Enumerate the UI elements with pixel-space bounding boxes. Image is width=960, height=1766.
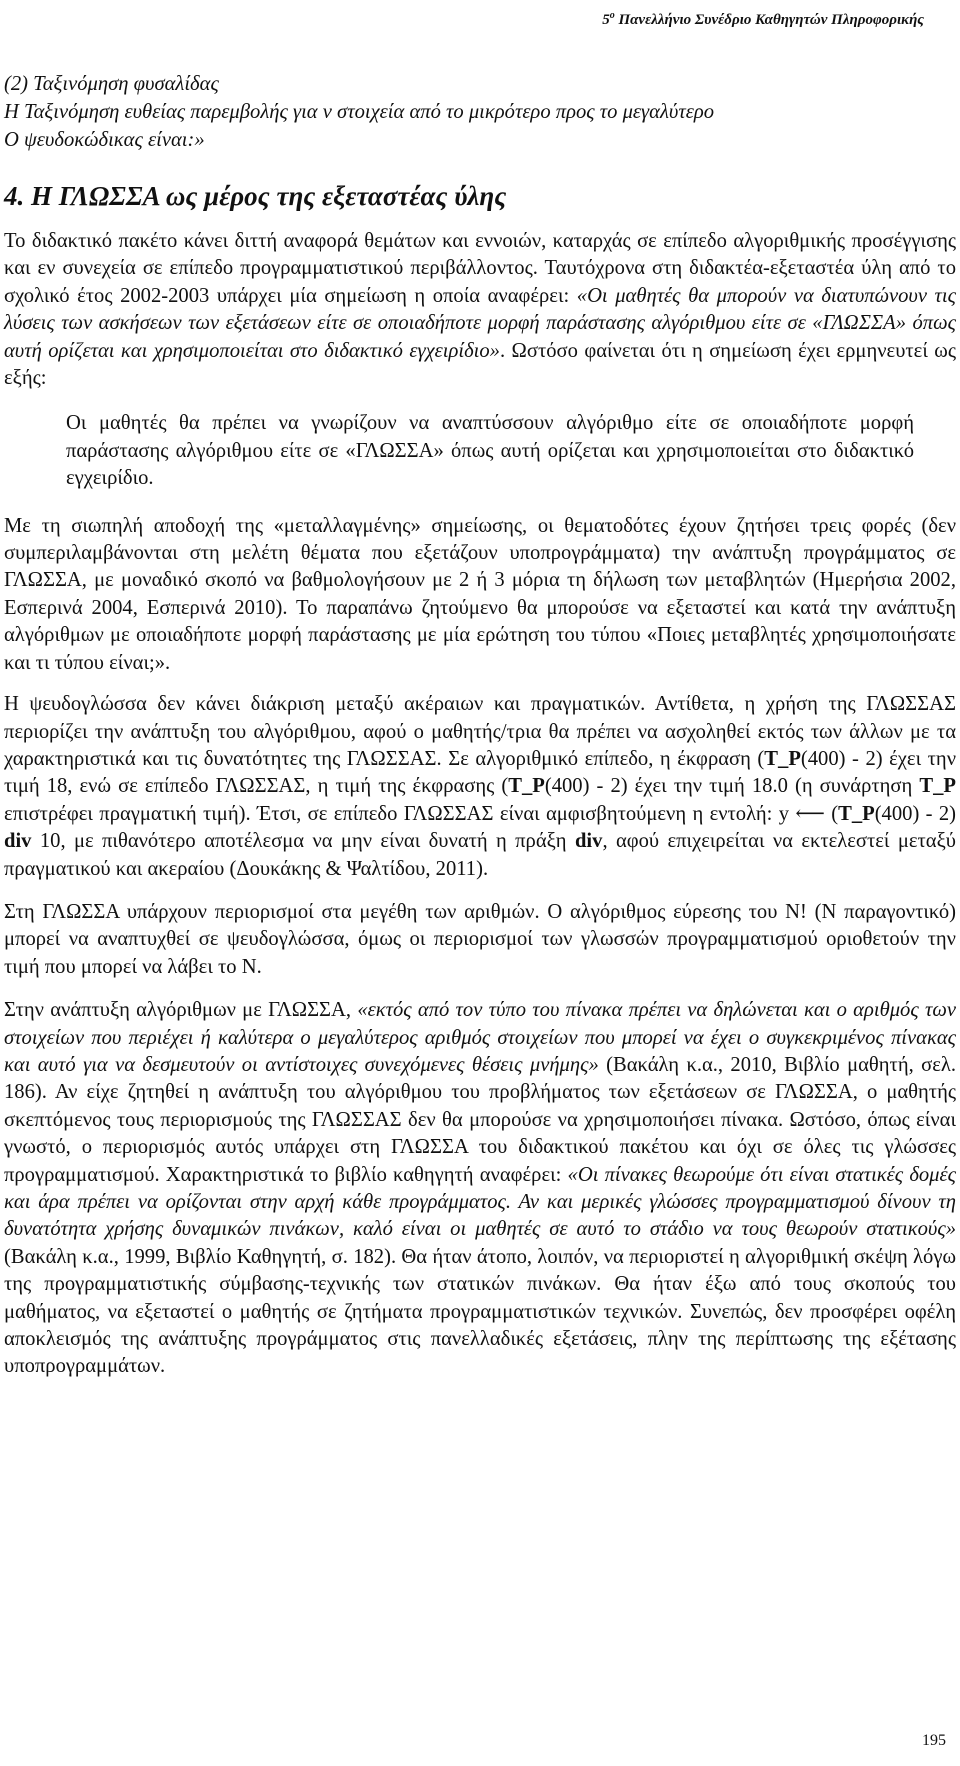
quoted-text: «εκτός από τον τύπο του πίνακα πρέπει να δηλώνεται και ο αριθμός των στοιχείων που περιέχει ή καλύτερα ο μεγαλύτερος αριθμός στοιχείων που μπορεί να έχει ο συγκεκριμένος πίνακας και αυτό για να δεσμευτούν οι αντίστοιχες συνεχόμενες θέσεις μνήμης»: [4, 999, 956, 1076]
function-name: Τ_Ρ: [508, 775, 545, 798]
header-ordinal-suffix: ο: [609, 10, 615, 21]
header-ordinal: 5: [602, 12, 610, 28]
page-number: 195: [922, 1732, 946, 1749]
page-body: [4, 70, 956, 1381]
paragraph-5: Στην ανάπτυξη αλγόριθμων με ΓΛΩΣΣΑ, «εκτός από τον τύπο του πίνακα πρέπει να δηλώνεται και ο αριθμός των στοιχείων που περιέχει ή καλύτερα ο μεγαλύτερος αριθμός στοιχείων που μπορεί να έχει ο συγκεκριμένος πίνακας και αυτό για να δεσμευτούν οι αντίστοιχες συνεχόμενες θέσεις μνήμης» (Βακάλη κ.α., 2010, Βιβλίο μαθητή, σελ. 186). Αν είχε ζητηθεί η ανάπτυξη του αλγόριθμου του προβλήματος των εξετάσεων σε ΓΛΩΣΣΑ, ο μαθητής σκεπτόμενος τους περιορισμούς της ΓΛΩΣΣΑΣ δεν θα μπορούσε να χρησιμοποιήσει πίνακα. Ωστόσο, όπως είναι γνωστό, ο περιορισμός αυτός υπάρχει στη ΓΛΩΣΣΑ του διδακτικού πακέτου και όχι σε όλες τις γλώσσες προγραμματισμού. Χαρακτηριστικά το βιβλίο καθηγητή αναφέρει: «Οι πίνακες θεωρούμε ότι είναι στατικές δομές και άρα πρέπει να ορίζονται στην αρχή κάθε προγράμματος. Αν και μερικές γλώσσες προγραμματισμού δίνουν τη δυνατότητα χρήσης δυναμικών πινάκων, καλό είναι οι μαθητές σε αυτό το στάδιο να τους θεωρούν στατικούς» (Βακάλη κ.α., 1999, Βιβλίο Καθηγητή, σ. 182). Θα ήταν άτοπο, λοιπόν, να περιοριστεί η αλγοριθμική σκέψη λόγω της προγραμματιστικής σύμβασης-τεχνικής των στατικών πινάκων. Θα ήταν έξω από τους σκοπούς του μαθήματος, να εξεταστεί ο μαθητής σε ζητήματα προγραμματιστικών τεχνικών. Συνεπώς, δεν προσφέρει οφέλη αποκλεισμός της ανάπτυξης προγράμματος στις πανελλαδικές εξετάσεις, πλην της περίπτωσης της εξέτασης υποπρογραμμάτων.: [4, 999, 956, 1378]
div-operator: div: [574, 830, 603, 853]
intro-line: Η Ταξινόμηση ευθείας παρεμβολής για v στοιχεία από το μικρότερο προς το μεγαλύτερο: [4, 101, 715, 123]
paragraph-4: Στη ΓΛΩΣΣΑ υπάρχουν περιορισμοί στα μεγέθη των αριθμών. Ο αλγόριθμος εύρεσης του Ν! (Ν παραγοντικό) μπορεί να αναπτυχθεί σε ψευδογλώσσα, όμως οι περιορισμοί των γλωσσών προγραμματισμού οριοθετούν την τιμή που μπορεί να λάβει το Ν.: [4, 900, 956, 978]
section-title: 4. Η ΓΛΩΣΣΑ ως μέρος της εξεταστέας ύλης: [4, 181, 507, 211]
paragraph-1: [4, 228, 956, 392]
quoted-note: «Οι μαθητές θα μπορούν να διατυπώνουν τις λύσεις των ασκήσεων των εξετάσεων είτε σε οποιαδήποτε μορφή παράστασης αλγόριθμου είτε σε «ΓΛΩΣΣΑ» όπως αυτή ορίζεται και χρησιμοποιείται στο διδακτικό εγχειρίδιο»: [4, 284, 956, 362]
function-name: Τ_Ρ: [919, 775, 956, 798]
function-name: Τ_Ρ: [838, 802, 875, 825]
paragraph-2: Με τη σιωπηλή αποδοχή της «μεταλλαγμένης» σημείωσης, οι θεματοδότες έχουν ζητήσει τρεις φορές (δεν συμπεριλαμβάνονται στη μελέτη θέματα που εξετάζουν υποπρογράμματα) την ανάπτυξη προγράμματος σε ΓΛΩΣΣΑ, με μοναδικό σκοπό να βαθμολογήσουν με 2 ή 3 μόρια τη δήλωση των μεταβλητών (Ημερήσια 2002, Εσπερινά 2004, Εσπερινά 2010). Το παραπάνω ζητούμενο θα μπορούσε να εξεταστεί και κατά την ανάπτυξη αλγόριθμων με οποιαδήποτε μορφή παράστασης με μία ερώτηση του τύπου «Ποιες μεταβλητές χρησιμοποιήσατε και τι τύπου είναι;».: [4, 514, 956, 674]
quoted-text: «Οι πίνακες θεωρούμε ότι είναι στατικές δομές και άρα πρέπει να ορίζονται στην αρχή κάθε προγράμματος. Αν και μερικές γλώσσες προγραμματισμού δίνουν τη δυνατότητα χρήσης δυναμικών πινάκων, καλό είναι οι μαθητές σε αυτό το στάδιο να τους θεωρούν στατικούς»: [4, 1163, 956, 1241]
intro-line: O ψευδοκώδικας είναι:»: [4, 129, 205, 151]
block-quote: Οι μαθητές θα πρέπει να γνωρίζουν να αναπτύσσουν αλγόριθμο είτε σε οποιαδήποτε μορφή παράστασης αλγόριθμου είτε σε «ΓΛΩΣΣΑ» όπως αυτή ορίζεται και χρησιμοποιείται στο διδακτικό εγχειρίδιο.: [66, 412, 914, 490]
pseudocode-intro: [4, 70, 956, 154]
function-name: Τ_Ρ: [764, 747, 801, 770]
div-operator: div: [4, 830, 32, 853]
paragraph-3: Η ψευδογλώσσα δεν κάνει διάκριση μεταξύ ακέραιων και πραγματικών. Αντίθετα, η χρήση της ΓΛΩΣΣΑΣ περιορίζει την ανάπτυξη του αλγόριθμου, αφού ο μαθητής/τρια θα πρέπει να ασχοληθεί εκτός των άλλων με τα χαρακτηριστικά και τις δυνατότητες της ΓΛΩΣΣΑΣ. Σε αλγοριθμικό επίπεδο, η έκφραση (Τ_Ρ(400) - 2) έχει την τιμή 18, ενώ σε επίπεδο ΓΛΩΣΣΑΣ, η τιμή της έκφρασης (Τ_Ρ(400) - 2) έχει την τιμή 18.0 (η συνάρτηση Τ_Ρ επιστρέφει πραγματική τιμή). Έτσι, σε επίπεδο ΓΛΩΣΣΑΣ είναι αμφισβητούμενη η εντολή: y ⟵ (Τ_Ρ(400) - 2) div 10, με πιθανότερο αποτέλεσμα να μην είναι δυνατή η πράξη div, αφού επιχειρείται να εκτελεστεί μεταξύ πραγματικού και ακεραίου (Δουκάκης & Ψαλτίδου, 2011).: [4, 693, 957, 880]
running-header: [602, 10, 924, 29]
header-title: Πανελλήνιο Συνέδριο Καθηγητών Πληροφορικής: [618, 12, 924, 28]
intro-line: (2) Ταξινόμηση φυσαλίδας: [4, 73, 219, 95]
paragraph-text: . Ωστόσο φαίνεται ότι η σημείωση έχει ερμηνευτεί ως εξής:: [4, 339, 956, 390]
paragraph-text: Το διδακτικό πακέτο κάνει διττή αναφορά θεμάτων και εννοιών, καταρχάς σε επίπεδο αλγοριθμικής προσέγγισης και εν συνεχεία σε επίπεδο προγραμματιστικού περιβάλλοντος. Ταυτόχρονα στη διδακτέα-εξεταστέα ύλη από το σχολικό έτος 2002-2003 υπάρχει μία σημείωση η οποία αναφέρει:: [4, 230, 956, 307]
